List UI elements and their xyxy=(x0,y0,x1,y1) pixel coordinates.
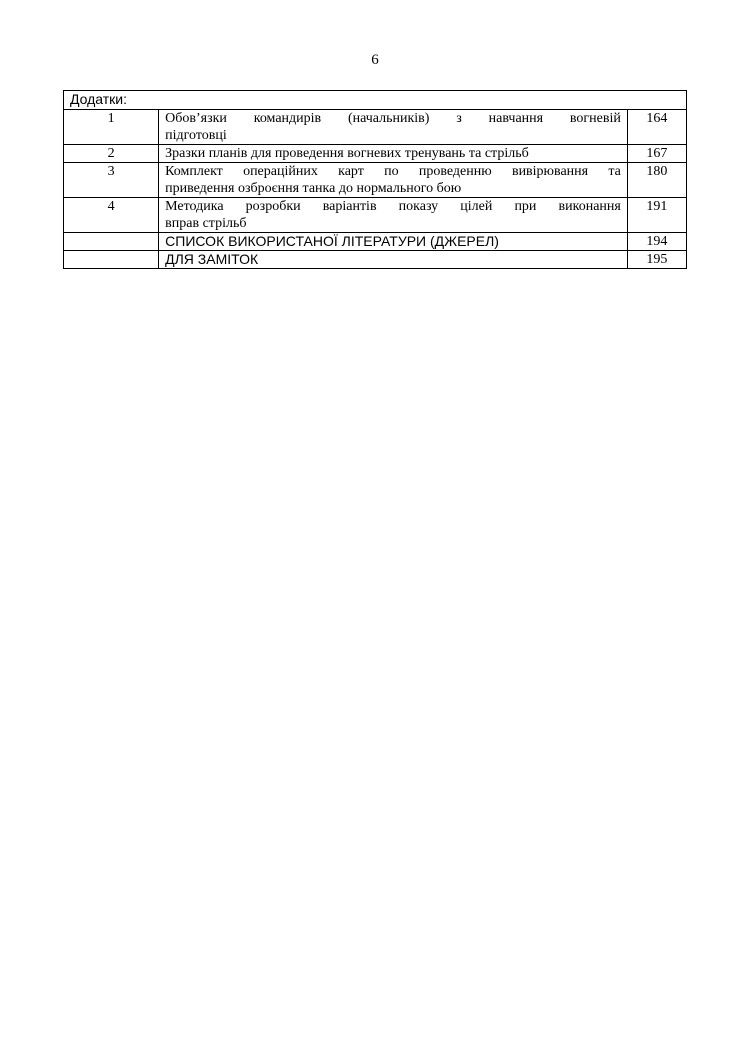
entry-number xyxy=(64,233,159,251)
entry-title xyxy=(159,251,628,269)
entry-number: 1 xyxy=(64,110,159,145)
table-row xyxy=(64,145,687,163)
entry-title xyxy=(159,163,628,198)
entry-title-line: ДЛЯ ЗАМІТОК xyxy=(165,251,259,267)
entry-title xyxy=(159,145,628,163)
entry-title xyxy=(159,110,628,145)
entry-page: 167 xyxy=(627,145,686,163)
entry-number: 4 xyxy=(64,198,159,233)
entry-title-line: вправ стрільб xyxy=(165,216,247,231)
table-row xyxy=(64,110,687,145)
toc-section-header-row xyxy=(64,91,687,110)
entry-page: 164 xyxy=(627,110,686,145)
entry-page: 191 xyxy=(627,198,686,233)
entry-page: 195 xyxy=(627,251,686,269)
entry-title-line: підготовці xyxy=(165,128,227,143)
entry-title-line: СПИСОК ВИКОРИСТАНОЇ ЛІТЕРАТУРИ (ДЖЕРЕЛ) xyxy=(165,233,499,249)
entry-number: 3 xyxy=(64,163,159,198)
entry-page: 180 xyxy=(627,163,686,198)
entry-title-line: Методика розробки варіантів показу цілей при виконання xyxy=(165,199,621,214)
entry-page: 194 xyxy=(627,233,686,251)
entry-title-line: Обов’язки командирів (начальників) з навчання вогневій xyxy=(165,111,621,126)
section-header: Додатки: xyxy=(64,91,687,110)
entry-number: 2 xyxy=(64,145,159,163)
page-number: 6 xyxy=(371,52,379,68)
entry-title-line: приведення озброєння танка до нормального бою xyxy=(165,181,462,196)
table-row xyxy=(64,251,687,269)
entry-title xyxy=(159,198,628,233)
table-row xyxy=(64,163,687,198)
table-row xyxy=(64,233,687,251)
entry-title-line: Комплект операційних карт по проведенню вивірювання та xyxy=(165,164,621,179)
table-row xyxy=(64,198,687,233)
entry-title xyxy=(159,233,628,251)
entry-number xyxy=(64,251,159,269)
toc-table xyxy=(63,90,687,269)
entry-title-line: Зразки планів для проведення вогневих тренувань та стрільб xyxy=(165,146,529,161)
